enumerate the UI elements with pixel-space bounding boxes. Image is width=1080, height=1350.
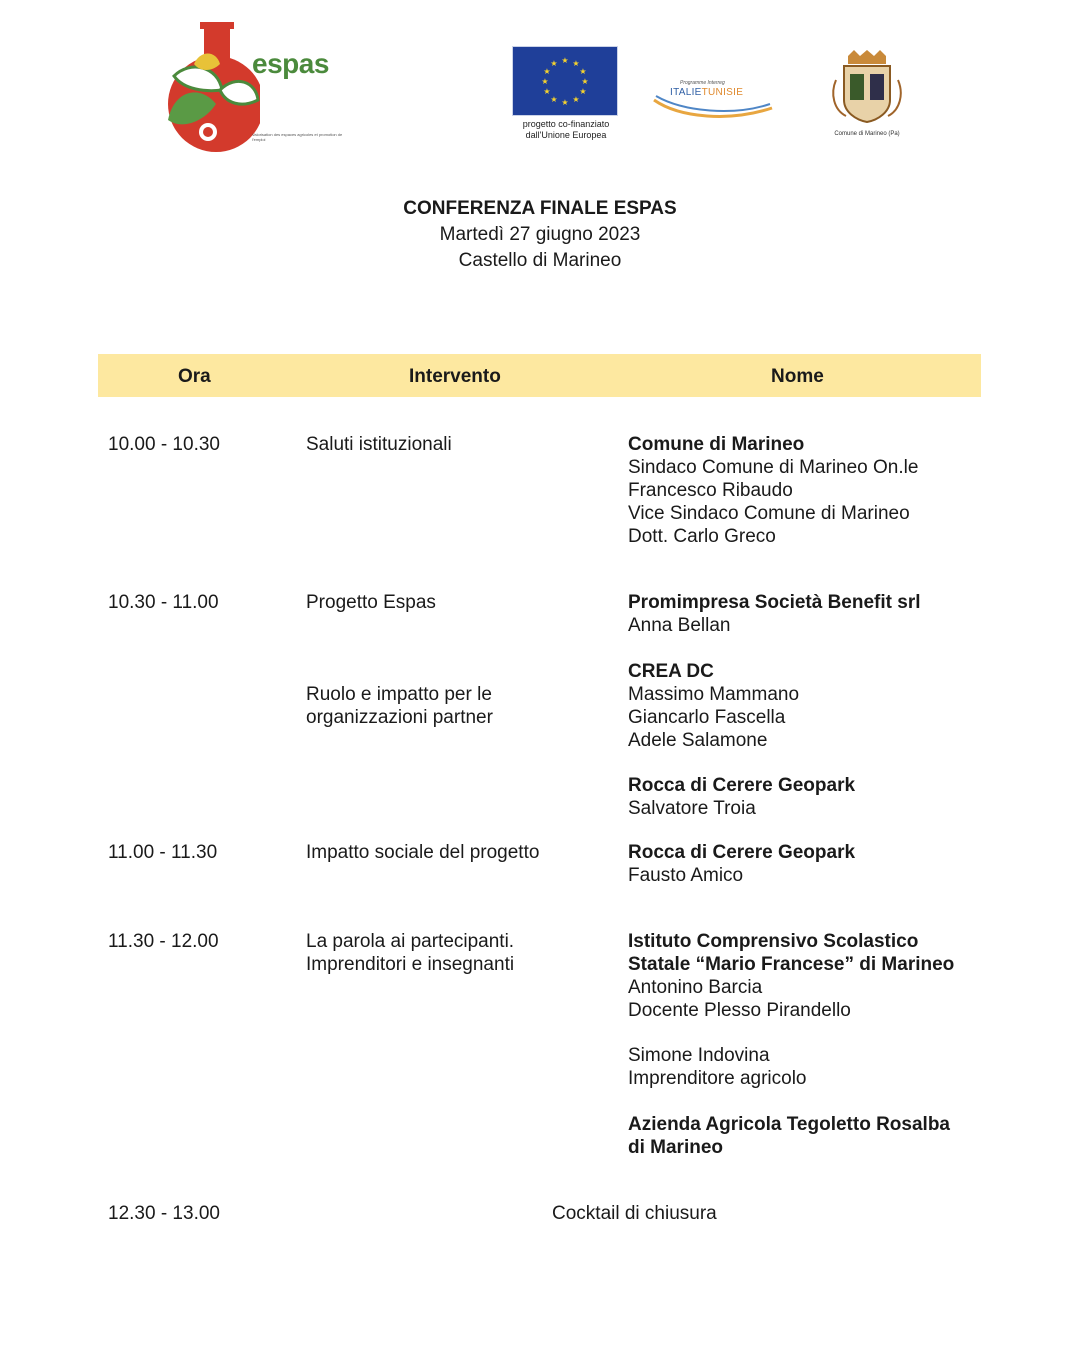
espas-wordmark: espas <box>252 48 329 79</box>
organization-name: Rocca di Cerere Geopark <box>628 842 856 863</box>
person-line: Adele Salamone <box>628 730 768 751</box>
svg-text:★: ★ <box>543 67 551 76</box>
svg-text:★: ★ <box>550 59 558 68</box>
italie-tunisie-top: Programme Interreg <box>680 80 725 86</box>
svg-text:★: ★ <box>561 56 569 65</box>
organization-name: Statale “Mario Francese” di Marineo <box>628 954 955 975</box>
organization-name: Azienda Agricola Tegoletto Rosalba <box>628 1114 950 1135</box>
conference-header <box>0 196 1080 274</box>
organization-name: Promimpresa Società Benefit srl <box>628 592 921 613</box>
eu-logo <box>512 46 620 141</box>
column-header-nome: Nome <box>771 366 824 387</box>
espas-tagline: Valorisation des espaces agricoles et promotion de l'emploi <box>252 132 343 142</box>
organization-name: Comune di Marineo <box>628 434 805 455</box>
person-line: Docente Plesso Pirandello <box>628 1000 851 1021</box>
conference-place: Castello di Marineo <box>458 250 622 271</box>
nome-cell <box>628 1044 806 1090</box>
intervento-cell: Ruolo e impatto per le organizzazioni partner <box>306 684 493 728</box>
time-cell: 11.00 - 11.30 <box>108 842 218 863</box>
nome-cell <box>628 433 918 548</box>
italie-tunisie-logo <box>650 70 776 126</box>
nome-cell <box>628 1113 950 1159</box>
person-line: Vice Sindaco Comune di Marineo <box>628 503 910 524</box>
person-line: Giancarlo Fascella <box>628 707 786 728</box>
nome-cell <box>628 591 921 637</box>
svg-text:★: ★ <box>581 77 589 86</box>
organization-name: di Marineo <box>628 1137 724 1158</box>
organization-name: CREA DC <box>628 661 714 682</box>
svg-text:★: ★ <box>579 67 587 76</box>
conference-title: CONFERENZA FINALE ESPAS <box>403 198 677 219</box>
time-cell: 10.00 - 10.30 <box>108 434 220 455</box>
time-cell: 10.30 - 11.00 <box>108 592 219 613</box>
closing-event: Cocktail di chiusura <box>552 1203 717 1224</box>
person-line: Dott. Carlo Greco <box>628 526 776 547</box>
marineo-coat-of-arms <box>820 50 914 137</box>
person-line: Imprenditore agricolo <box>628 1068 807 1089</box>
nome-cell <box>628 774 855 820</box>
time-cell: 11.30 - 12.00 <box>108 931 219 952</box>
eu-caption: progetto co-finanziato dall'Unione Europea <box>522 119 610 140</box>
intervento-cell: Progetto Espas <box>306 592 436 613</box>
eu-flag-icon <box>512 46 618 116</box>
nome-cell <box>628 930 954 1022</box>
marineo-caption: Comune di Marineo (Pa) <box>834 131 900 137</box>
espas-logo <box>160 20 360 160</box>
table-header <box>98 354 981 397</box>
coat-of-arms-icon <box>820 50 914 124</box>
person-line: Salvatore Troia <box>628 798 756 819</box>
svg-text:★: ★ <box>550 95 558 104</box>
person-line: Antonino Barcia <box>628 977 763 998</box>
nome-cell <box>628 841 855 887</box>
conference-date: Martedì 27 giugno 2023 <box>439 224 641 245</box>
eu-stars-icon <box>513 47 617 115</box>
person-line: Simone Indovina <box>628 1045 770 1066</box>
svg-text:★: ★ <box>572 95 580 104</box>
time-cell: 12.30 - 13.00 <box>108 1203 220 1224</box>
wave-icon <box>650 70 776 126</box>
person-line: Massimo Mammano <box>628 684 800 705</box>
italie-tunisie-name: ITALIETUNISIE <box>670 87 744 98</box>
person-line: Anna Bellan <box>628 615 731 636</box>
svg-text:★: ★ <box>541 77 549 86</box>
intervento-cell: La parola ai partecipanti. Imprenditori e insegnanti <box>306 931 515 975</box>
organization-name: Istituto Comprensivo Scolastico <box>628 931 919 952</box>
svg-text:★: ★ <box>572 59 580 68</box>
svg-text:★: ★ <box>543 87 551 96</box>
person-line: Fausto Amico <box>628 865 744 886</box>
intervento-cell: Saluti istituzionali <box>306 434 452 455</box>
column-header-intervento: Intervento <box>409 366 501 387</box>
person-line: Sindaco Comune di Marineo On.le <box>628 457 919 478</box>
intervento-cell: Impatto sociale del progetto <box>306 842 540 863</box>
person-line: Francesco Ribaudo <box>628 480 793 501</box>
svg-text:★: ★ <box>579 87 587 96</box>
organization-name: Rocca di Cerere Geopark <box>628 775 856 796</box>
logo-bar <box>0 0 1080 170</box>
svg-text:★: ★ <box>561 98 569 107</box>
nome-cell <box>628 660 799 752</box>
flask-icon <box>160 20 260 155</box>
column-header-ora: Ora <box>178 366 211 387</box>
